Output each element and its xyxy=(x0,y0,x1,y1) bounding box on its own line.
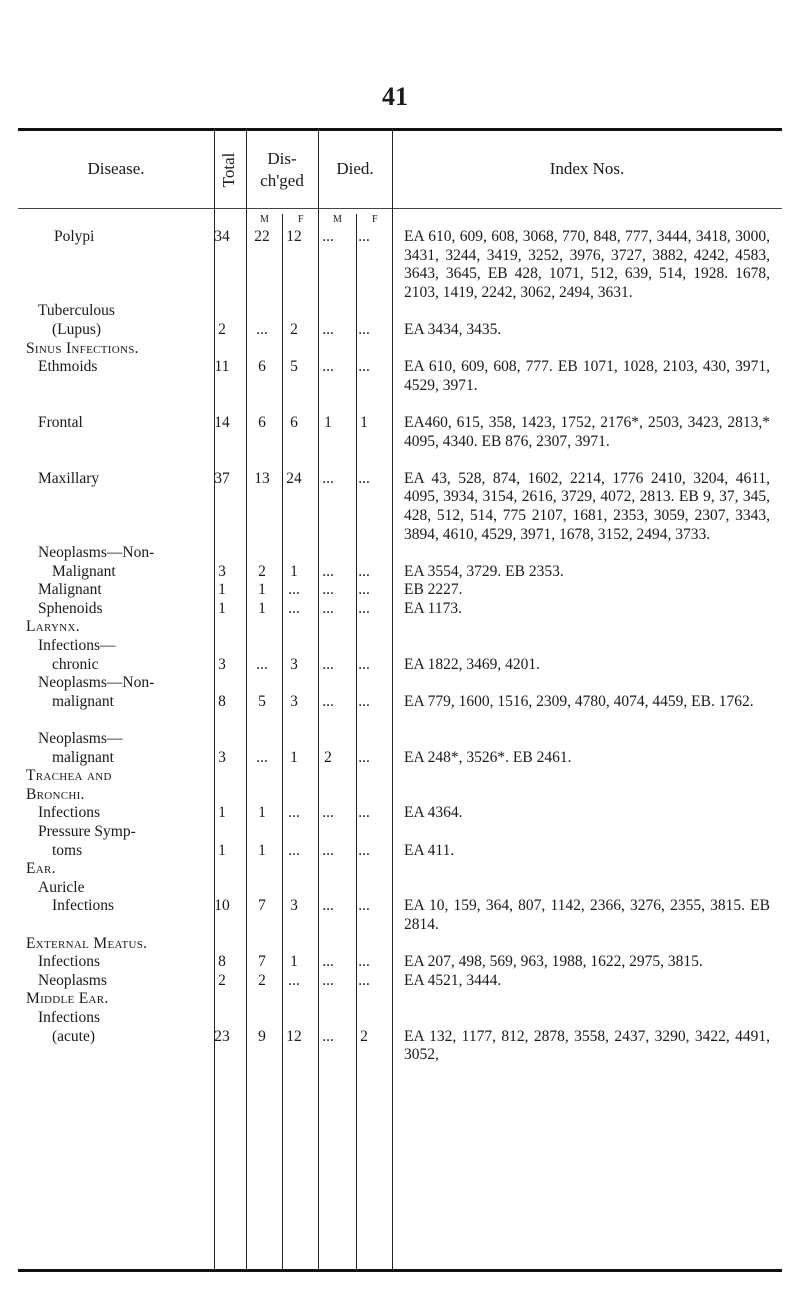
table-row xyxy=(18,804,782,823)
discharged-m-cell xyxy=(246,674,278,693)
index-cell xyxy=(382,767,770,786)
discharged-m-cell xyxy=(246,302,278,321)
table-row xyxy=(18,600,782,619)
discharged-f-cell xyxy=(278,395,310,414)
died-f-cell: ... xyxy=(358,897,370,915)
disease-cell: External Meatus. xyxy=(26,934,148,952)
discharged-f-cell: ... xyxy=(288,599,300,617)
died-m-cell xyxy=(310,730,346,749)
table-row xyxy=(18,321,782,340)
table-row xyxy=(18,451,782,470)
index-cell: EA 411. xyxy=(404,841,455,859)
discharged-m-cell xyxy=(246,786,278,805)
disease-cell: Infections xyxy=(38,953,100,971)
table-row xyxy=(18,786,782,805)
discharged-m-cell xyxy=(246,767,278,786)
died-m-cell xyxy=(310,711,346,730)
index-cell: EA 43, 528, 874, 1602, 2214, 1776 2410, 3204, 4611, 4095, 3934, 3154, 2616, 3729, 4072, 2813. EB 9, 37, 345, 428, 512, 514, 775 2107, 1681, 2353, 3059, 2307, 3343, 3894, 4610, 4529, 3971, 1678, 3152, 2494, 3733. xyxy=(404,469,770,543)
died-f-cell: ... xyxy=(358,599,370,617)
total-cell: 8 xyxy=(218,953,226,971)
disease-cell: Maxillary xyxy=(38,469,100,487)
discharged-f-cell: 1 xyxy=(290,562,298,580)
discharged-f-cell xyxy=(278,990,310,1009)
died-m-cell: ... xyxy=(322,841,334,859)
died-f-cell: ... xyxy=(358,804,370,822)
died-m-cell: ... xyxy=(322,804,334,822)
discharged-f-cell: 1 xyxy=(290,953,298,971)
disease-cell: (Lupus) xyxy=(52,320,102,338)
discharged-f-cell: 12 xyxy=(286,228,302,245)
disease-cell: Frontal xyxy=(38,413,83,431)
disease-cell: Ethmoids xyxy=(38,358,98,376)
disease-cell: Infections xyxy=(38,804,100,822)
died-f-cell: ... xyxy=(358,581,370,599)
died-f-cell: ... xyxy=(358,228,370,245)
index-cell: EA 779, 1600, 1516, 2309, 4780, 4074, 4459, EB. 1762. xyxy=(404,692,754,710)
table-row xyxy=(18,842,782,861)
discharged-m-cell: 9 xyxy=(258,1027,266,1045)
table-row xyxy=(18,581,782,600)
discharged-f-cell xyxy=(278,823,310,842)
died-m-subheader: M xyxy=(333,214,342,225)
died-f-cell xyxy=(346,730,382,749)
discharged-f-cell: 5 xyxy=(290,358,298,376)
discharged-f-cell xyxy=(278,302,310,321)
died-m-cell xyxy=(310,823,346,842)
died-f-cell: ... xyxy=(358,841,370,859)
died-m-cell: ... xyxy=(322,320,334,338)
disease-cell: Tuberculous xyxy=(38,302,115,320)
died-f-cell xyxy=(346,340,382,359)
disease-cell: Neoplasms— xyxy=(38,730,123,748)
total-cell xyxy=(198,786,246,805)
total-cell: 8 xyxy=(218,692,226,710)
died-f-cell: 1 xyxy=(360,413,368,431)
total-cell xyxy=(198,935,246,954)
died-f-cell: 2 xyxy=(360,1027,368,1045)
died-m-cell: ... xyxy=(322,599,334,617)
died-m-cell xyxy=(310,637,346,656)
index-cell: EA 132, 1177, 812, 2878, 3558, 2437, 3290, 3422, 4491, 3052, xyxy=(404,1027,770,1064)
index-cell xyxy=(382,879,770,898)
discharged-f-cell: 24 xyxy=(286,469,302,487)
discharged-f-cell: 2 xyxy=(290,320,298,338)
table-row xyxy=(18,395,782,414)
disease-cell: Auricle xyxy=(38,878,85,896)
index-cell: EA 4521, 3444. xyxy=(404,971,502,989)
index-cell: EA 10, 159, 364, 807, 1142, 2366, 3276, 2355, 3815. EB 2814. xyxy=(404,897,770,933)
index-cell xyxy=(382,990,770,1009)
discharged-m-cell: 13 xyxy=(254,469,270,487)
total-cell xyxy=(198,860,246,879)
died-f-cell: ... xyxy=(358,320,370,338)
discharged-f-cell: ... xyxy=(288,581,300,599)
died-f-cell xyxy=(346,1009,382,1028)
total-cell xyxy=(198,340,246,359)
died-f-cell xyxy=(346,990,382,1009)
died-f-cell xyxy=(346,618,382,637)
disease-cell: Bronchi. xyxy=(26,785,85,803)
index-cell: EA 3554, 3729. EB 2353. xyxy=(404,562,564,580)
total-cell xyxy=(198,395,246,414)
discharged-f-cell xyxy=(278,451,310,470)
died-m-cell xyxy=(310,786,346,805)
disease-cell: Neoplasms—Non- xyxy=(38,544,155,562)
total-cell xyxy=(198,618,246,637)
died-m-cell: 1 xyxy=(324,413,332,431)
total-cell: 1 xyxy=(218,599,226,617)
disease-cell: (acute) xyxy=(52,1027,96,1045)
total-cell xyxy=(198,674,246,693)
table-row xyxy=(18,674,782,693)
total-cell: 3 xyxy=(218,748,226,766)
died-f-cell xyxy=(346,395,382,414)
index-cell xyxy=(382,711,770,730)
disease-cell: Pressure Symp- xyxy=(38,823,136,840)
table-row xyxy=(18,1009,782,1028)
discharged-m-cell: 1 xyxy=(258,581,266,599)
discharged-m-cell: 22 xyxy=(254,228,270,245)
died-m-cell xyxy=(310,990,346,1009)
index-cell xyxy=(382,823,770,842)
discharged-m-cell: 1 xyxy=(258,599,266,617)
dis-f-subheader: F xyxy=(298,214,304,225)
died-m-cell xyxy=(310,451,346,470)
disease-cell xyxy=(18,395,198,414)
died-f-subheader: F xyxy=(372,214,378,225)
disease-cell: Middle Ear. xyxy=(26,990,109,1008)
index-cell xyxy=(382,935,770,954)
table-row xyxy=(18,749,782,768)
died-header: Died. xyxy=(336,159,374,178)
died-m-cell: 2 xyxy=(324,748,332,766)
died-m-cell: ... xyxy=(322,562,334,580)
died-f-cell xyxy=(346,879,382,898)
index-cell xyxy=(382,730,770,749)
died-f-cell xyxy=(346,767,382,786)
index-cell xyxy=(382,544,770,563)
died-m-cell: ... xyxy=(322,228,334,245)
disease-cell: Infections xyxy=(38,1008,100,1026)
table-row xyxy=(18,358,782,395)
discharged-m-cell: ... xyxy=(256,320,268,338)
discharged-m-cell: 6 xyxy=(258,413,266,431)
discharged-f-cell xyxy=(278,730,310,749)
died-m-cell: ... xyxy=(322,469,334,487)
total-cell: 2 xyxy=(218,971,226,989)
table-row xyxy=(18,935,782,954)
discharged-f-cell: 12 xyxy=(286,1027,302,1045)
total-cell xyxy=(198,711,246,730)
died-f-cell: ... xyxy=(358,358,370,376)
discharged-m-cell: 2 xyxy=(258,971,266,989)
discharged-f-cell xyxy=(278,786,310,805)
total-cell: 10 xyxy=(214,897,230,915)
total-cell: 1 xyxy=(218,841,226,859)
disease-cell: Malignant xyxy=(38,581,102,599)
discharged-m-cell xyxy=(246,935,278,954)
discharged-m-cell xyxy=(246,637,278,656)
disease-header: Disease. xyxy=(87,159,145,178)
table-row xyxy=(18,302,782,321)
discharged-m-cell xyxy=(246,1009,278,1028)
died-f-cell: ... xyxy=(358,562,370,580)
total-cell xyxy=(198,823,246,842)
disease-cell xyxy=(18,711,198,730)
total-cell xyxy=(198,879,246,898)
discharged-f-cell: ... xyxy=(288,971,300,989)
died-f-cell xyxy=(346,823,382,842)
died-m-cell xyxy=(310,674,346,693)
died-f-cell xyxy=(346,451,382,470)
index-cell: EA 248*, 3526*. EB 2461. xyxy=(404,748,572,766)
table-top-rule xyxy=(18,128,782,131)
index-cell xyxy=(382,395,770,414)
discharged-m-cell xyxy=(246,823,278,842)
index-cell xyxy=(382,674,770,693)
table-row xyxy=(18,228,782,302)
total-cell: 14 xyxy=(214,413,230,431)
discharged-f-cell xyxy=(278,544,310,563)
table-row xyxy=(18,990,782,1009)
discharged-f-cell xyxy=(278,767,310,786)
discharged-m-cell: 7 xyxy=(258,897,266,915)
died-m-cell: ... xyxy=(322,692,334,710)
died-f-cell: ... xyxy=(358,953,370,971)
table-bottom-rule xyxy=(18,1269,782,1272)
discharged-m-cell xyxy=(246,340,278,359)
died-f-cell xyxy=(346,935,382,954)
discharged-f-cell xyxy=(278,860,310,879)
total-cell xyxy=(198,990,246,1009)
discharged-f-cell: 1 xyxy=(290,748,298,766)
discharged-f-cell: 3 xyxy=(290,692,298,710)
disease-cell: Infections— xyxy=(38,637,116,655)
died-m-cell: ... xyxy=(322,971,334,989)
index-header: Index Nos. xyxy=(549,159,625,178)
died-m-cell xyxy=(310,302,346,321)
index-cell: EA 610, 609, 608, 3068, 770, 848, 777, 3444, 3418, 3000, 3431, 3244, 3419, 3252, 3976, 3727, 3882, 4242, 4583, 3643, 3645, EB 428, 1071, 512, 639, 514, 1928. 1678, 2103, 1419, 2242, 3062, 2494, 3631. xyxy=(404,228,770,301)
index-cell xyxy=(382,1009,770,1028)
total-cell xyxy=(198,730,246,749)
died-f-cell xyxy=(346,860,382,879)
table-row xyxy=(18,618,782,637)
died-m-cell: ... xyxy=(322,1027,334,1045)
table-row xyxy=(18,767,782,786)
discharged-f-cell xyxy=(278,711,310,730)
page-number: 41 xyxy=(382,82,408,111)
discharged-m-cell: 5 xyxy=(258,692,266,710)
table-row xyxy=(18,563,782,582)
died-m-cell: ... xyxy=(322,953,334,971)
disease-cell: Polypi xyxy=(54,228,95,245)
discharged-m-cell xyxy=(246,860,278,879)
discharged-f-cell xyxy=(278,935,310,954)
died-m-cell: ... xyxy=(322,581,334,599)
total-cell: 2 xyxy=(218,320,226,338)
table-body xyxy=(18,228,782,1065)
table-row xyxy=(18,897,782,934)
total-cell xyxy=(198,302,246,321)
index-cell: EA 1173. xyxy=(404,599,462,617)
died-m-cell: ... xyxy=(322,897,334,915)
died-m-cell xyxy=(310,340,346,359)
died-f-cell: ... xyxy=(358,748,370,766)
disease-cell: toms xyxy=(52,841,83,859)
index-cell: EA 610, 609, 608, 777. EB 1071, 1028, 2103, 430, 3971, 4529, 3971. xyxy=(404,358,770,394)
table-row xyxy=(18,637,782,656)
died-f-cell xyxy=(346,786,382,805)
discharged-f-cell: ... xyxy=(288,804,300,822)
disease-cell: Sphenoids xyxy=(38,599,103,617)
discharged-m-cell xyxy=(246,711,278,730)
table-row xyxy=(18,693,782,712)
total-cell: 34 xyxy=(214,228,230,245)
total-cell: 3 xyxy=(218,562,226,580)
discharged-f-cell: 3 xyxy=(290,655,298,673)
discharged-f-cell xyxy=(278,674,310,693)
table-row xyxy=(18,711,782,730)
died-f-cell xyxy=(346,674,382,693)
index-cell xyxy=(382,860,770,879)
discharged-f-cell: ... xyxy=(288,841,300,859)
index-cell: EA 3434, 3435. xyxy=(404,320,502,338)
index-cell xyxy=(382,786,770,805)
index-cell xyxy=(382,340,770,359)
discharged-m-cell xyxy=(246,451,278,470)
died-f-cell: ... xyxy=(358,469,370,487)
table-row xyxy=(18,544,782,563)
discharged-m-cell: 1 xyxy=(258,804,266,822)
table-row xyxy=(18,414,782,451)
total-cell: 11 xyxy=(214,358,230,376)
total-cell: 3 xyxy=(218,655,226,673)
died-f-cell: ... xyxy=(358,692,370,710)
died-m-cell xyxy=(310,544,346,563)
discharged-header: Dis- ch'ged xyxy=(260,149,304,190)
disease-cell: chronic xyxy=(52,655,99,673)
died-m-cell xyxy=(310,618,346,637)
header-rule xyxy=(18,208,782,209)
disease-cell: Neoplasms xyxy=(38,971,107,989)
table-row xyxy=(18,470,782,544)
died-f-cell: ... xyxy=(358,971,370,989)
died-f-cell xyxy=(346,302,382,321)
disease-cell: Trachea and xyxy=(26,767,112,785)
died-m-cell xyxy=(310,935,346,954)
discharged-m-cell xyxy=(246,990,278,1009)
died-m-cell xyxy=(310,395,346,414)
discharged-m-cell xyxy=(246,618,278,637)
disease-cell: Ear. xyxy=(26,860,56,878)
discharged-m-cell: ... xyxy=(256,655,268,673)
table-row xyxy=(18,656,782,675)
discharged-m-cell xyxy=(246,730,278,749)
died-m-cell xyxy=(310,879,346,898)
total-cell xyxy=(198,637,246,656)
total-cell xyxy=(198,544,246,563)
disease-table xyxy=(18,128,782,1272)
died-f-cell: ... xyxy=(358,655,370,673)
died-m-cell: ... xyxy=(322,358,334,376)
discharged-m-cell xyxy=(246,395,278,414)
died-f-cell xyxy=(346,711,382,730)
discharged-f-cell xyxy=(278,340,310,359)
total-cell: 1 xyxy=(218,581,226,599)
discharged-f-cell: 6 xyxy=(290,413,298,431)
index-cell: EB 2227. xyxy=(404,581,463,599)
total-cell: 1 xyxy=(218,804,226,822)
total-header: Total xyxy=(219,152,238,188)
discharged-m-cell: 7 xyxy=(258,953,266,971)
disease-cell: Malignant xyxy=(52,562,116,580)
index-cell xyxy=(382,637,770,656)
died-f-cell xyxy=(346,637,382,656)
disease-cell: Sinus Infections. xyxy=(26,339,139,357)
discharged-m-cell xyxy=(246,879,278,898)
table-row xyxy=(18,823,782,842)
disease-cell: malignant xyxy=(52,692,114,710)
died-m-cell: ... xyxy=(322,655,334,673)
disease-cell: Neoplasms—Non- xyxy=(38,674,155,692)
disease-cell xyxy=(18,451,198,470)
dis-m-subheader: M xyxy=(260,214,269,225)
discharged-f-cell: 3 xyxy=(290,897,298,915)
discharged-f-cell xyxy=(278,1009,310,1028)
index-cell: EA460, 615, 358, 1423, 1752, 2176*, 2503, 3423, 2813,* 4095, 4340. EB 876, 2307, 3971. xyxy=(404,413,770,450)
total-cell: 37 xyxy=(214,469,230,487)
index-cell xyxy=(382,451,770,470)
table-row xyxy=(18,860,782,879)
discharged-f-cell xyxy=(278,637,310,656)
discharged-m-cell: ... xyxy=(256,748,268,766)
disease-cell: Infections xyxy=(52,897,114,915)
table-row xyxy=(18,730,782,749)
total-cell xyxy=(198,1009,246,1028)
discharged-m-cell: 6 xyxy=(258,358,266,376)
died-m-cell xyxy=(310,767,346,786)
table-row xyxy=(18,953,782,972)
index-cell: EA 1822, 3469, 4201. xyxy=(404,655,541,673)
table-row xyxy=(18,972,782,991)
index-cell: EA 207, 498, 569, 963, 1988, 1622, 2975, 3815. xyxy=(404,953,703,971)
total-cell xyxy=(198,451,246,470)
table-row xyxy=(18,1028,782,1065)
total-cell xyxy=(198,767,246,786)
died-m-cell xyxy=(310,1009,346,1028)
discharged-m-cell xyxy=(246,544,278,563)
discharged-m-cell: 2 xyxy=(258,562,266,580)
disease-cell: Larynx. xyxy=(26,618,80,636)
total-cell: 23 xyxy=(214,1027,230,1045)
disease-cell: malignant xyxy=(52,748,114,766)
discharged-f-cell xyxy=(278,618,310,637)
table-row xyxy=(18,879,782,898)
index-cell xyxy=(382,618,770,637)
discharged-f-cell xyxy=(278,879,310,898)
discharged-m-cell: 1 xyxy=(258,841,266,859)
table-row xyxy=(18,340,782,359)
index-cell xyxy=(382,302,770,321)
died-m-cell xyxy=(310,860,346,879)
index-cell: EA 4364. xyxy=(404,804,463,822)
died-f-cell xyxy=(346,544,382,563)
